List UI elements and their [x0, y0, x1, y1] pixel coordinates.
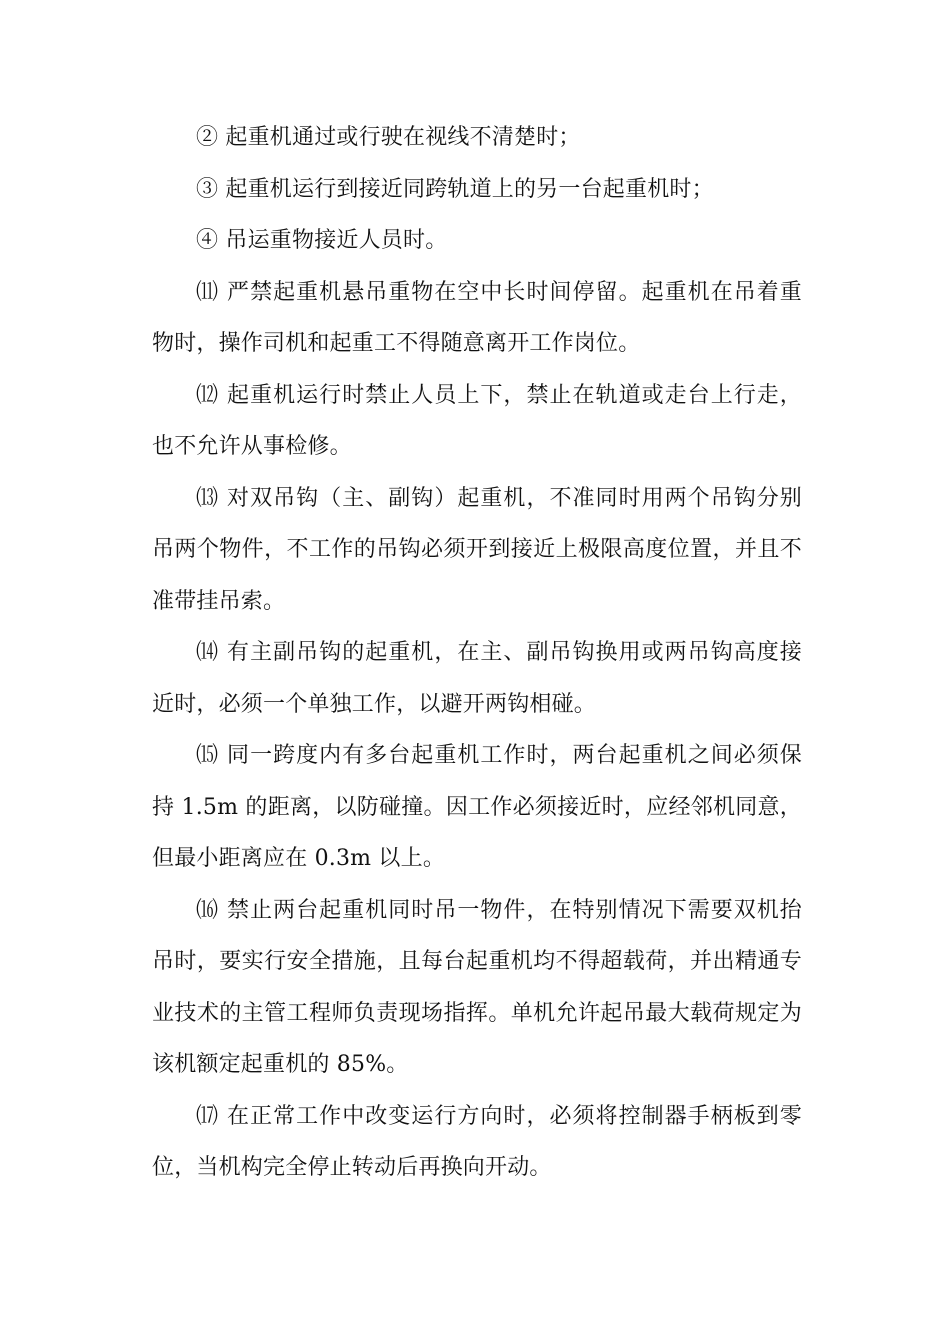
paragraph-rule-15: ⒂ 同一跨度内有多台起重机工作时，两台起重机之间必须保持 1.5m 的距离，以防碰撞。因工作必须接近时，应经邻机同意，但最小距离应在 0.3m 以上。: [152, 743, 802, 871]
paragraph-rule-17: ⒄ 在正常工作中改变运行方向时，必须将控制器手柄板到零位，当机构完全停止转动后再换向开动。: [152, 1103, 802, 1180]
paragraph-rule-12: ⑿ 起重机运行时禁止人员上下，禁止在轨道或走台上行走，也不允许从事检修。: [152, 382, 802, 459]
document-body: [152, 112, 802, 1194]
paragraph-item-4: ④ 吊运重物接近人员时。: [196, 228, 448, 253]
paragraph-rule-11: ⑾ 严禁起重机悬吊重物在空中长时间停留。起重机在吊着重物时，操作司机和起重工不得随意离开工作岗位。: [152, 279, 802, 356]
paragraph-rule-13: ⒀ 对双吊钩（主、副钩）起重机，不准同时用两个吊钩分别吊两个物件，不工作的吊钩必须开到接近上极限高度位置，并且不准带挂吊索。: [152, 485, 802, 614]
paragraph-rule-14: ⒁ 有主副吊钩的起重机，在主、副吊钩换用或两吊钩高度接近时，必须一个单独工作，以避开两钩相碰。: [152, 640, 802, 717]
paragraph-item-2: ② 起重机通过或行驶在视线不清楚时；: [196, 125, 581, 150]
paragraph-item-3: ③ 起重机运行到接近同跨轨道上的另一台起重机时；: [196, 176, 714, 202]
paragraph-rule-16: ⒃ 禁止两台起重机同时吊一物件，在特别情况下需要双机抬吊时，要实行安全措施，且每台起重机均不得超载荷，并出精通专业技术的主管工程师负责现场指挥。单机允许起吊最大载荷规定为该机额定起重机的 85%。: [152, 897, 802, 1077]
